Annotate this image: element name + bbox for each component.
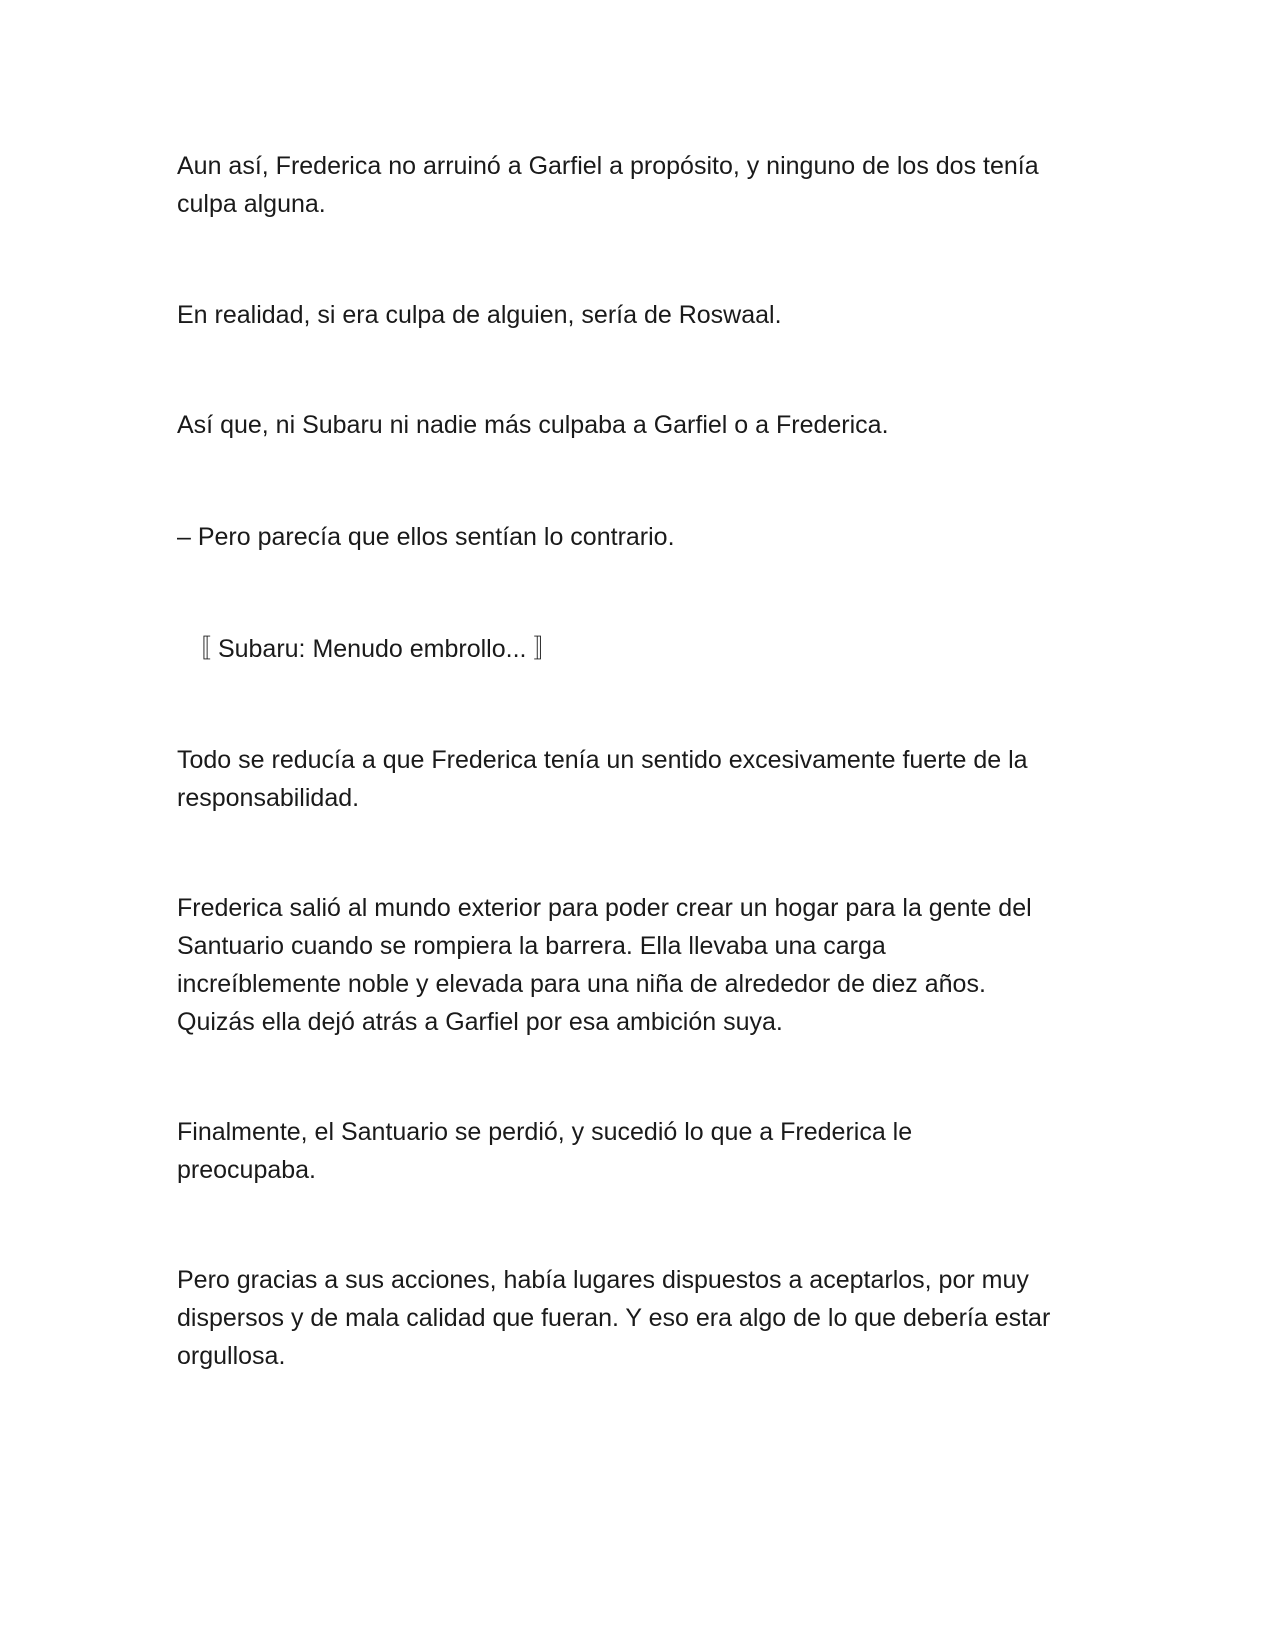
paragraph-6: Todo se reducía a que Frederica tenía un sentido excesivamente fuerte de la responsabilidad. (177, 746, 1028, 812)
paragraph-9: Pero gracias a sus acciones, había lugares dispuestos a aceptarlos, por muy dispersos y de mala calidad que fueran. Y eso era algo de lo que debería estar orgullosa. (177, 1266, 1051, 1370)
paragraph-2: En realidad, si era culpa de alguien, sería de Roswaal. (177, 301, 782, 329)
paragraph-1: Aun así, Frederica no arruinó a Garfiel a propósito, y ninguno de los dos tenía culpa alguna. (177, 152, 1039, 218)
paragraph-3: Así que, ni Subaru ni nadie más culpaba a Garfiel o a Frederica. (177, 411, 889, 439)
dialogue-line: 〚 Subaru: Menudo embrollo... 〛 (186, 635, 559, 663)
paragraph-8: Finalmente, el Santuario se perdió, y sucedió lo que a Frederica le preocupaba. (177, 1118, 913, 1184)
paragraph-4: – Pero parecía que ellos sentían lo contrario. (177, 523, 675, 551)
paragraph-7: Frederica salió al mundo exterior para poder crear un hogar para la gente del Santuario cuando se rompiera la barrera. Ella llevaba una carga increíblemente noble y elevada para una niña de alrededor de diez años. Quizás ella dejó atrás a Garfiel por esa ambición suya. (177, 894, 1032, 1036)
